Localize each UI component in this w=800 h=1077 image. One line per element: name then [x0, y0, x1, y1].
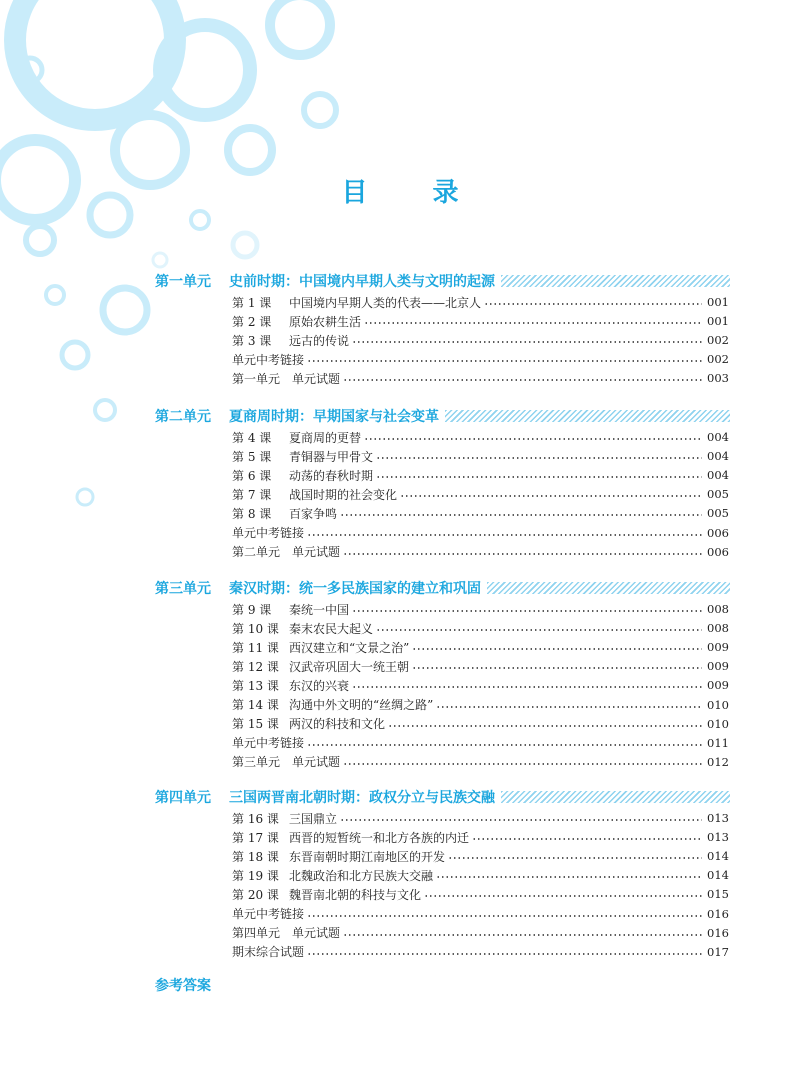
- page-title: 目 录: [341, 178, 487, 208]
- entry-title: 第一单元 单元试题: [232, 371, 341, 386]
- entry-title: 单元中考链接: [232, 352, 305, 367]
- dot-leader: [376, 476, 702, 478]
- lesson-number: 第 3 课: [232, 333, 272, 348]
- dot-leader: [307, 534, 702, 536]
- page-number: 002: [707, 352, 729, 367]
- lesson-number: 第 7 课: [232, 487, 272, 502]
- dot-leader: [388, 725, 702, 727]
- entry-title: 北魏政治和北方民族大交融: [289, 868, 434, 883]
- dot-leader: [352, 610, 702, 612]
- entry-title: 西汉建立和“文景之治”: [289, 640, 410, 655]
- page-number: 016: [707, 906, 729, 921]
- toc-entry[interactable]: [232, 619, 729, 637]
- dot-leader: [448, 857, 702, 859]
- dot-leader: [340, 819, 702, 821]
- dot-leader: [307, 953, 702, 955]
- page-number: 008: [707, 602, 729, 616]
- entry-title: 单元中考链接: [232, 736, 305, 751]
- lesson-number: 第 1 课: [232, 295, 272, 310]
- entry-title: 沟通中外文明的“丝绸之路”: [289, 698, 434, 712]
- toc-entry[interactable]: [232, 466, 729, 484]
- toc-entry[interactable]: [232, 543, 729, 561]
- page-number: 010: [707, 716, 729, 731]
- dot-leader: [472, 838, 702, 840]
- dot-leader: [307, 915, 702, 917]
- entry-title: 远古的传说: [289, 333, 350, 348]
- entry-title: 期末综合试题: [232, 945, 305, 960]
- page-number: 004: [707, 449, 729, 464]
- toc-entry[interactable]: [232, 485, 729, 503]
- entry-title: 秦统一中国: [289, 602, 350, 617]
- entry-title: 东晋南朝时期江南地区的开发: [289, 849, 446, 864]
- toc-entry[interactable]: [232, 715, 729, 733]
- page-number: 011: [707, 735, 729, 750]
- dot-leader: [400, 495, 702, 497]
- dot-leader: [343, 934, 702, 936]
- dot-leader: [307, 360, 702, 362]
- entry-title: 战国时期的社会变化: [289, 487, 398, 502]
- dot-leader: [484, 303, 702, 305]
- toc-entry[interactable]: [232, 734, 729, 752]
- entry-title: 东汉的兴衰: [289, 678, 350, 693]
- page-number: 009: [707, 640, 729, 655]
- entry-title: 西晋的短暂统一和北方各族的内迁: [289, 830, 470, 845]
- entry-title: 汉武帝巩固大一统王朝: [289, 659, 410, 674]
- page-number: 008: [707, 621, 729, 636]
- toc-entry[interactable]: [232, 293, 729, 311]
- unit-title: 秦汉时期：统一多民族国家的建立和巩固: [229, 581, 481, 597]
- lesson-number: 第 16 课: [232, 811, 279, 826]
- toc-entry[interactable]: [232, 905, 729, 923]
- page-number: 013: [707, 830, 729, 845]
- entry-title: 两汉的科技和文化: [289, 717, 386, 732]
- toc-entry[interactable]: [232, 676, 729, 694]
- entry-title: 动荡的春秋时期: [289, 468, 374, 483]
- page-number: 005: [707, 487, 729, 502]
- hatch-bar: [445, 410, 730, 422]
- toc-entry[interactable]: [232, 809, 729, 827]
- lesson-number: 第 2 课: [232, 314, 272, 329]
- toc-entry[interactable]: [232, 943, 729, 961]
- lesson-number: 第 6 课: [232, 468, 272, 483]
- toc-entry[interactable]: [232, 885, 729, 903]
- hatch-bar: [501, 275, 730, 287]
- entry-title: 单元中考链接: [232, 526, 305, 540]
- hatch-bar: [501, 791, 730, 803]
- toc-entry[interactable]: [232, 524, 729, 542]
- page-number: 001: [707, 295, 729, 309]
- toc-entry[interactable]: [232, 696, 729, 714]
- lesson-number: 第 14 课: [232, 698, 279, 712]
- entry-title: 中国境内早期人类的代表——北京人: [289, 295, 482, 310]
- dot-leader: [376, 629, 702, 631]
- toc-entry[interactable]: [232, 504, 729, 522]
- toc-entry[interactable]: [232, 847, 729, 865]
- dot-leader: [412, 667, 702, 669]
- page-number: 015: [707, 887, 729, 902]
- page-number: 013: [707, 811, 729, 825]
- page-number: 016: [707, 925, 729, 940]
- page-number: 009: [707, 659, 729, 674]
- page-number: 014: [707, 868, 729, 883]
- lesson-number: 第 18 课: [232, 849, 279, 864]
- dot-leader: [364, 322, 702, 324]
- toc-entry[interactable]: [232, 924, 729, 942]
- unit-label: 第三单元: [155, 581, 211, 597]
- toc-entry[interactable]: [232, 657, 729, 675]
- entry-title: 原始农耕生活: [289, 314, 362, 329]
- unit-label: 第二单元: [155, 409, 211, 425]
- dot-leader: [436, 706, 702, 708]
- dot-leader: [412, 648, 702, 650]
- dot-leader: [307, 744, 702, 746]
- unit-header: [155, 406, 730, 426]
- hatch-bar: [487, 582, 730, 594]
- toc-entry[interactable]: [232, 350, 729, 368]
- unit-title: 三国两晋南北朝时期：政权分立与民族交融: [229, 790, 495, 806]
- unit-title: 史前时期：中国境内早期人类与文明的起源: [229, 274, 495, 290]
- entry-title: 青铜器与甲骨文: [289, 449, 374, 464]
- entry-title: 百家争鸣: [289, 506, 338, 521]
- page-number: 005: [707, 506, 729, 521]
- unit-header: [155, 271, 730, 291]
- entry-title: 第二单元 单元试题: [232, 545, 341, 560]
- lesson-number: 第 10 课: [232, 621, 279, 636]
- dot-leader: [343, 763, 702, 765]
- dot-leader: [424, 895, 702, 897]
- toc-entry[interactable]: [232, 428, 729, 446]
- lesson-number: 第 8 课: [232, 506, 272, 521]
- dot-leader: [352, 341, 702, 343]
- page-number: 004: [707, 430, 729, 444]
- lesson-number: 第 12 课: [232, 659, 279, 674]
- toc-entry[interactable]: [232, 600, 729, 618]
- page-number: 010: [707, 697, 729, 712]
- toc-entry[interactable]: [232, 369, 729, 387]
- entry-title: 单元中考链接: [232, 907, 305, 921]
- page-number: 003: [707, 371, 729, 386]
- toc-entry[interactable]: [232, 753, 729, 771]
- answers-heading: 参考答案: [155, 978, 211, 994]
- toc-entry[interactable]: [232, 866, 729, 884]
- dot-leader: [340, 514, 702, 516]
- toc-entry[interactable]: [232, 828, 729, 846]
- unit-label: 第一单元: [155, 274, 211, 290]
- dot-leader: [352, 686, 702, 688]
- dot-leader: [436, 876, 702, 878]
- toc-entry[interactable]: [232, 447, 729, 465]
- page-number: 006: [707, 525, 729, 540]
- lesson-number: 第 17 课: [232, 830, 279, 845]
- lesson-number: 第 9 课: [232, 602, 272, 617]
- lesson-number: 第 20 课: [232, 887, 279, 902]
- unit-header: [155, 787, 730, 807]
- entry-title: 第四单元 单元试题: [232, 926, 341, 941]
- page-number: 001: [707, 314, 729, 329]
- lesson-number: 第 4 课: [232, 430, 272, 445]
- entry-title: 第三单元 单元试题: [232, 755, 341, 770]
- toc-entry[interactable]: [232, 312, 729, 330]
- unit-title: 夏商周时期：早期国家与社会变革: [229, 409, 439, 425]
- dot-leader: [364, 438, 702, 440]
- toc-entry[interactable]: [232, 638, 729, 656]
- page-number: 014: [707, 849, 729, 864]
- dot-leader: [343, 553, 702, 555]
- lesson-number: 第 15 课: [232, 717, 279, 732]
- page-number: 017: [707, 944, 729, 959]
- lesson-number: 第 13 课: [232, 678, 279, 693]
- unit-header: [155, 578, 730, 598]
- entry-title: 三国鼎立: [289, 811, 338, 826]
- page-number: 009: [707, 678, 729, 693]
- page-number: 002: [707, 333, 729, 348]
- page-number: 004: [707, 468, 729, 483]
- dot-leader: [343, 379, 702, 381]
- lesson-number: 第 5 课: [232, 449, 272, 464]
- toc-entry[interactable]: [232, 331, 729, 349]
- page-number: 012: [707, 754, 729, 769]
- dot-leader: [376, 457, 702, 459]
- unit-label: 第四单元: [155, 790, 211, 806]
- entry-title: 魏晋南北朝的科技与文化: [289, 887, 422, 902]
- lesson-number: 第 19 课: [232, 868, 279, 883]
- entry-title: 秦末农民大起义: [289, 621, 374, 636]
- lesson-number: 第 11 课: [232, 640, 279, 655]
- page-number: 006: [707, 544, 729, 559]
- entry-title: 夏商周的更替: [289, 430, 362, 445]
